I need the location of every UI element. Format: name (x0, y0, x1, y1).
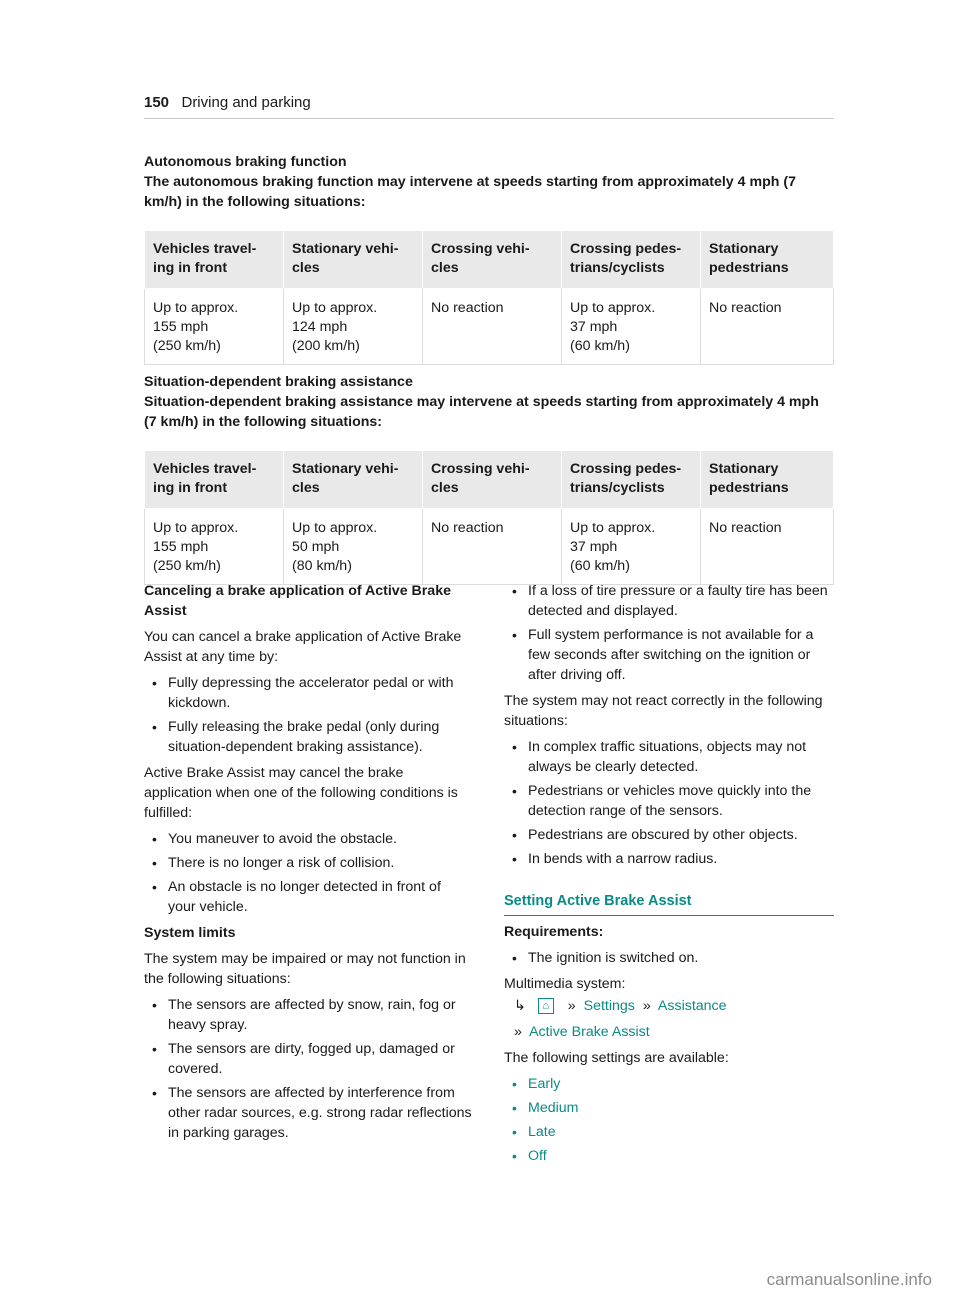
cancel-title: Canceling a brake application of Active Brake Assist (144, 583, 451, 619)
option-off[interactable]: • Off (504, 1146, 834, 1166)
list-item: • Fully releasing the brake pedal (only during situation-dependent braking assistance). (144, 717, 472, 757)
nav-path (504, 996, 834, 1016)
autonomous-table (144, 230, 834, 365)
table-header-row (145, 231, 834, 289)
table-row (145, 509, 834, 585)
limits-title: System limits (144, 925, 236, 941)
list-item: • Fully depressing the accelerator pedal or with kickdown. (144, 673, 472, 713)
table-header-row (145, 451, 834, 509)
list-item: • In bends with a narrow radius. (504, 849, 834, 869)
limits-intro: The system may be impaired or may not function in the following situations: (144, 951, 466, 987)
table-header: Stationary pedestrians (701, 231, 834, 289)
list-item: • In complex traffic situations, objects may not always be clearly detected. (504, 737, 834, 777)
option-early[interactable]: • Early (504, 1074, 834, 1094)
table-header: Vehicles travel- ing in front (145, 231, 284, 289)
list-item: • An obstacle is no longer detected in front of your vehicle. (144, 877, 472, 917)
limits-list (144, 995, 472, 1143)
table-cell: Up to approx. 155 mph (250 km/h) (145, 289, 284, 365)
table-cell: No reaction (423, 509, 562, 585)
nav-settings[interactable]: Settings (583, 998, 635, 1014)
list-item: • The sensors are affected by snow, rain, fog or heavy spray. (144, 995, 472, 1035)
table-cell: Up to approx. 37 mph (60 km/h) (562, 509, 701, 585)
list-item: • Pedestrians are obscured by other objects. (504, 825, 834, 845)
requirements-title: Requirements: (504, 924, 604, 940)
options-list (504, 1074, 834, 1166)
table-header: Crossing pedes- trians/cyclists (562, 231, 701, 289)
option-late[interactable]: • Late (504, 1122, 834, 1142)
list-item: • Full system performance is not available for a few seconds after switching on the ignition or after driving off. (504, 625, 834, 685)
watermark: carmanualsonline.info (766, 1270, 932, 1289)
cancel-text: Active Brake Assist may cancel the brake application when one of the following conditions is fulfilled: (144, 765, 458, 821)
react-intro: The system may not react correctly in the following situations: (504, 693, 823, 729)
requirements-list (504, 948, 834, 968)
list-item: • If a loss of tire pressure or a faulty tire has been detected and displayed. (504, 581, 834, 621)
table-header: Vehicles travel- ing in front (145, 451, 284, 509)
right-column (504, 581, 834, 1172)
situation-section (144, 372, 834, 585)
table-cell: Up to approx. 37 mph (60 km/h) (562, 289, 701, 365)
list-item: • There is no longer a risk of collision. (144, 853, 472, 873)
table-row (145, 289, 834, 365)
situation-title: Situation-dependent braking assistance (144, 374, 413, 390)
list-item: • You maneuver to avoid the obstacle. (144, 829, 472, 849)
table-header: Crossing pedes- trians/cyclists (562, 451, 701, 509)
autonomous-title: Autonomous braking function (144, 154, 347, 170)
react-list (504, 737, 834, 869)
setting-title: Setting Active Brake Assist (504, 891, 834, 916)
table-header: Crossing vehi- cles (423, 231, 562, 289)
nav-path-cont (504, 1022, 834, 1042)
table-cell: Up to approx. 50 mph (80 km/h) (284, 509, 423, 585)
table-header: Stationary vehi- cles (284, 231, 423, 289)
page-number: 150 (144, 94, 170, 111)
table-cell: Up to approx. 155 mph (250 km/h) (145, 509, 284, 585)
list-item: • The sensors are dirty, fogged up, damaged or covered. (144, 1039, 472, 1079)
cancel-conditions-list (144, 829, 472, 917)
cancel-intro: You can cancel a brake application of Active Brake Assist at any time by: (144, 629, 462, 665)
table-header: Stationary vehi- cles (284, 451, 423, 509)
table-cell: No reaction (701, 509, 834, 585)
limits-list-cont (504, 581, 834, 685)
chevron-right-icon: » (514, 1024, 522, 1040)
table-header: Stationary pedestrians (701, 451, 834, 509)
table-header: Crossing vehi- cles (423, 451, 562, 509)
left-column (144, 581, 472, 1149)
list-item: • The sensors are affected by interference from other radar sources, e.g. strong radar reflections in parking garages. (144, 1083, 472, 1143)
section-name: Driving and parking (181, 94, 311, 111)
table-cell: No reaction (423, 289, 562, 365)
option-medium[interactable]: • Medium (504, 1098, 834, 1118)
situation-lead: Situation-dependent braking assistance may intervene at speeds starting from approximately 4 mph (7 km/h) in the following situations: (144, 394, 819, 430)
chevron-right-icon: » (642, 998, 651, 1014)
table-cell: No reaction (701, 289, 834, 365)
chevron-right-icon: » (567, 998, 576, 1014)
nav-assistance[interactable]: Assistance (657, 998, 727, 1014)
multimedia-label: Multimedia system: (504, 976, 626, 992)
menu-path-start-icon: ↳ (514, 998, 526, 1014)
list-item: • The ignition is switched on. (504, 948, 834, 968)
home-icon[interactable]: ⌂ (538, 998, 554, 1014)
autonomous-section (144, 152, 834, 365)
autonomous-lead: The autonomous braking function may intervene at speeds starting from approximately 4 mph (7 km/h) in the following situations: (144, 174, 796, 210)
available-text: The following settings are available: (504, 1050, 729, 1066)
cancel-list (144, 673, 472, 757)
table-cell: Up to approx. 124 mph (200 km/h) (284, 289, 423, 365)
nav-active-brake-assist[interactable]: Active Brake Assist (529, 1024, 650, 1040)
page-header (144, 94, 834, 119)
list-item: • Pedestrians or vehicles move quickly into the detection range of the sensors. (504, 781, 834, 821)
situation-table (144, 450, 834, 585)
